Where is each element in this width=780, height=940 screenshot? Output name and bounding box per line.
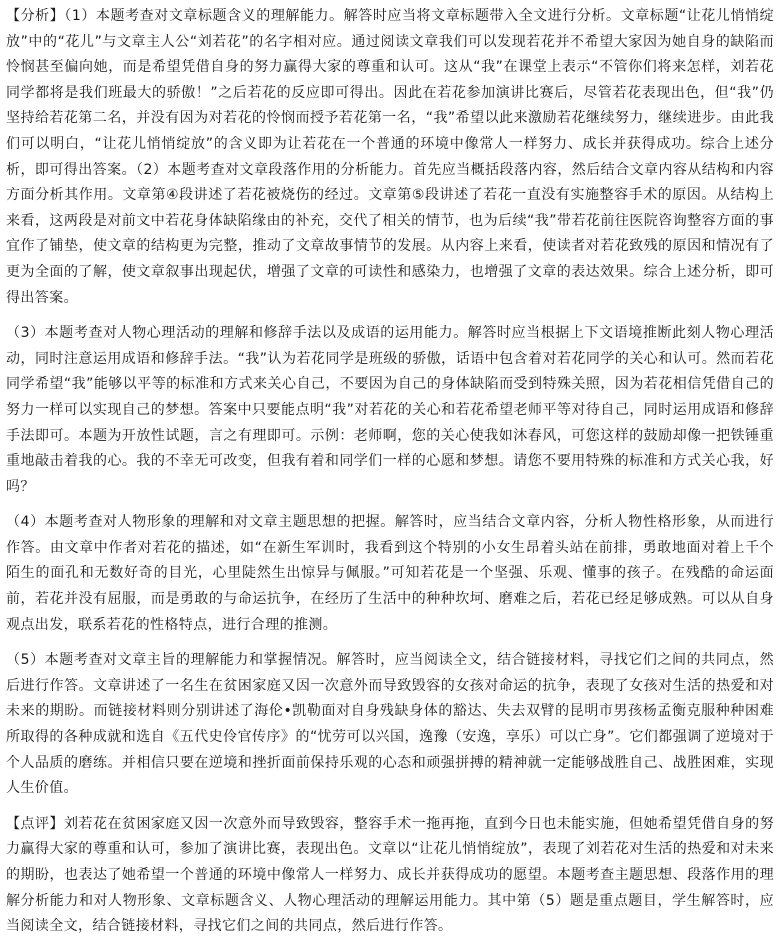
analysis-paragraph-q1-q2: 【分析】（1）本题考查对文章标题含义的理解能力。解答时应当将文章标题带入全文进行分析。文章标题“让花儿悄悄绽放”中的“花儿”与文章主人公“刘若花”的名字相对应。通过阅读文章我们可以发现若花并不希望大家因为她自身的缺陷而怜悯甚至偏向她，而是希望凭借自身的努力赢得大家的尊重和认可。这从“我”在课堂上表示“不管你们将来怎样，刘若花同学都将是我们班最大的骄傲！”之后若花的反应即可得出。因此在若花参加演讲比赛后，尽管若花表现出色，但“我”仍坚持给若花第二名，并没有因为对若花的怜悯而授予若花第一名，“我”希望以此来激励若花继续努力，继续进步。由此我们可以明白，“让花儿悄悄绽放”的含义即为让若花在一个普通的环境中像常人一样努力、成长并获得成功。综合上述分析，即可得出答案。（2）本题考查对文章段落作用的分析能力。首先应当概括段落内容，然后结合文章内容从结构和内容方面分析其作用。文章第④段讲述了若花被烧伤的经过。文章第⑤段讲述了若花一直没有实施整容手术的原因。从结构上来看，这两段是对前文中若花身体缺陷缘由的补充，交代了相关的情节，也为后续“我”带若花前往医院咨询整容方面的事宜作了铺垫，使文章的结构更为完整，推动了文章故事情节的发展。从内容上来看，使读者对若花致残的原因和情况有了更为全面的了解，使文章叙事出现起伏，增强了文章的可读性和感染力，也增强了文章的表达效果。综合上述分析，即可得出答案。 [6, 8, 774, 306]
analysis-paragraph-q5: （5）本题考查对文章主旨的理解能力和掌握情况。解答时，应当阅读全文，结合链接材料，寻找它们之间的共同点，然后进行作答。文章讲述了一名生在贫困家庭又因一次意外而导致毁容的女孩对命运的抗争，表现了女孩对生活的热爱和对未来的期盼。而链接材料则分别讲述了海伦•凯勒面对自身残缺身体的豁达、失去双臂的昆明市男孩杨孟衡克服种种困难所取得的各种成就和选自《五代史伶官传序》的“忧劳可以兴国，逸豫（安逸，享乐）可以亡身”。它们都强调了逆境对于个人品质的磨练。并相信只要在逆境和挫折面前保持乐观的心态和顽强拼搏的精神就一定能够战胜自己、战胜困难，实现人生价值。 [6, 652, 774, 797]
paragraph-gap [6, 802, 774, 812]
analysis-paragraph-q4: （4）本题考查对人物形象的理解和对文章主题思想的把握。解答时，应当结合文章内容，分析人物性格形象，从而进行作答。由文章中作者对若花的描述，如“在新生军训时，我看到这个特别的小女生昂着头站在前排，勇敢地面对着上千个陌生的面孔和无数好奇的目光，心里陡然生出惊异与佩服。”可知若花是一个坚强、乐观、懂事的孩子。在残酷的命运面前，若花并没有屈服，而是勇敢的与命运抗争，在经历了生活中的种种坎坷、磨难之后，若花已经足够成熟。可以从自身观点出发，联系若花的性格特点，进行合理的推测。 [6, 514, 774, 633]
paragraph-gap [6, 500, 774, 510]
analysis-paragraph-q3: （3）本题考查对人物心理活动的理解和修辞手法以及成语的运用能力。解答时应当根据上下文语境推断此刻人物心理活动，同时注意运用成语和修辞手法。“我”认为若花同学是班级的骄傲，话语中包含着对若花同学的关心和认可。然而若花同学希望“我”能够以平等的标准和方式来关心自己，不要因为自己的身体缺陷而受到特殊关照，因为若花相信凭借自己的努力一样可以实现自己的梦想。答案中只要能点明“我”对若花的关心和若花希望老师平等对待自己，同时运用成语和修辞手法即可。本题为开放性试题，言之有理即可。示例：老师啊，您的关心使我如沐春风，可您这样的鼓励却像一把铁锤重重地敲击着我的心。我的不幸无可改变，但我有着和同学们一样的心愿和梦想。请您不要用特殊的标准和方式关心我，好吗？ [6, 325, 774, 495]
comment-paragraph: 【点评】刘若花在贫困家庭又因一次意外而导致毁容，整容手术一拖再拖，直到今日也未能实施，但她希望凭借自身的努力赢得大家的尊重和认可，参加了演讲比赛，表现出色。文章以“让花儿悄悄绽放”，表现了刘若花对生活的热爱和对未来的期盼，也表达了她希望一个普通的环境中像常人一样努力、成长并获得成功的愿望。本题考查主题思想、段落作用的理解分析能力和对人物形象、文章标题含义、人物心理活动的理解运用能力。其中第（5）题是重点题目，学生解答时，应当阅读全文，结合链接材料，寻找它们之间的共同点，然后进行作答。 [6, 815, 774, 935]
paragraph-gap [6, 638, 774, 648]
paragraph-gap [6, 311, 774, 321]
